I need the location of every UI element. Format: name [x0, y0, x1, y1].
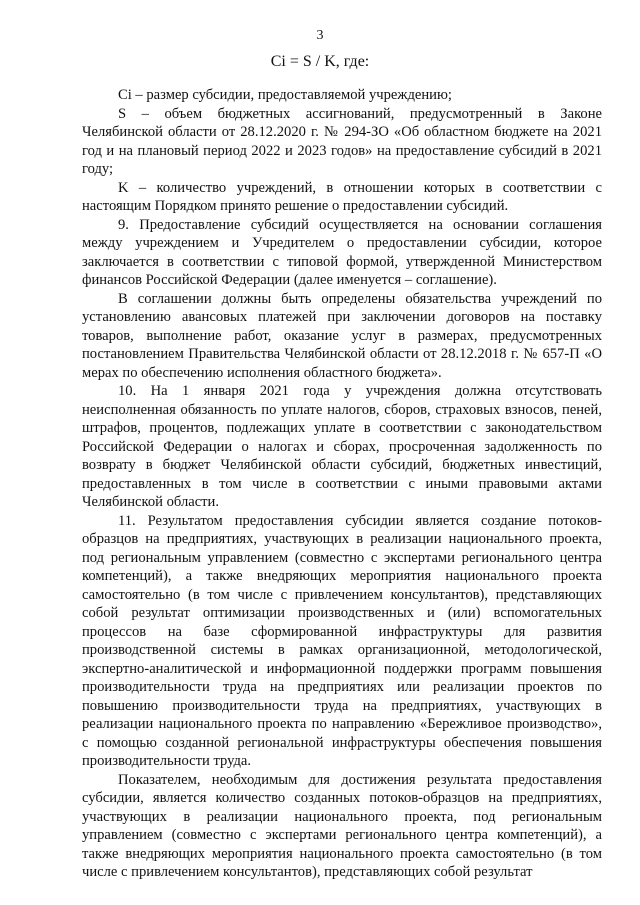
subsidy-formula: Ci = S / K, где:: [270, 53, 370, 70]
paragraph-clause-9: 9. Предоставление субсидий осуществляется на основании соглашения между учреждением и Учредителем о предоставлении субсидии, которое заключается в соответствии с типовой формой, утвержденной Министерством финансов Российской Федерации (далее именуется – соглашение).: [82, 216, 602, 288]
document-body: [82, 86, 602, 882]
paragraph-clause-10: 10. На 1 января 2021 года у учреждения должна отсутствовать неисполненная обязанность по уплате налогов, сборов, страховых взносов, пеней, штрафов, процентов, подлежащих уплате в соответствии с законодательством Российской Федерации о налогах и сборах, просроченная задолженность по возврату в бюджет Челябинской области субсидий, бюджетных инвестиций, предоставленных в том числе в соответствии с иными правовыми актами Челябинской области.: [82, 383, 602, 510]
page-number: 3: [316, 28, 324, 43]
paragraph-indicator: Показателем, необходимым для достижения результата предоставления субсидии, является количество созданных потоков-образцов на предприятиях, участвующих в реализации национального проекта, под региональным управлением (совместно с экспертами регионального центра компетенций), а также внедряющих мероприятия национального проекта самостоятельно (в том числе с привлечением консультантов), представляющих собой результат: [82, 771, 602, 880]
paragraph-ci-definition: Ci – размер субсидии, предоставляемой учреждению;: [118, 87, 452, 103]
paragraph-k-definition: K – количество учреждений, в отношении которых в соответствии с настоящим Порядком принято решение о предоставлении субсидий.: [82, 179, 602, 214]
paragraph-clause-11: 11. Результатом предоставления субсидии является создание потоков-образцов на предприятиях, участвующих в реализации национального проекта, под региональным управлением (совместно с экспертами регионального центра компетенций), а также внедряющих мероприятия национального проекта самостоятельно (в том числе с привлечением консультантов), представляющих собой результат оптимизации производственных и (или) вспомогательных процессов на базе сформированной инфраструктуры для развития производственной системы в рамках организационной, методологической, экспертно-аналитической и информационной поддержки программ повышения производительности труда на предприятиях или реализации проектов по повышению производительности труда на предприятиях, участвующих в реализации национального проекта по направлению «Бережливое производство», с помощью созданной региональной инфраструктуры обеспечения повышения производительности труда.: [82, 512, 602, 769]
paragraph-s-definition: S – объем бюджетных ассигнований, предусмотренный в Законе Челябинской области от 28.12.2020 г. № 294-ЗО «Об областном бюджете на 2021 год и на плановый период 2022 и 2023 годов» на предоставление субсидий в 2021 году;: [82, 105, 602, 177]
paragraph-agreement-obligations: В соглашении должны быть определены обязательства учреждений по установлению авансовых платежей при заключении договоров на поставку товаров, выполнение работ, оказание услуг в размерах, предусмотренных постановлением Правительства Челябинской области от 28.12.2018 г. № 657-П «О мерах по обеспечению исполнения областного бюджета».: [82, 290, 602, 381]
